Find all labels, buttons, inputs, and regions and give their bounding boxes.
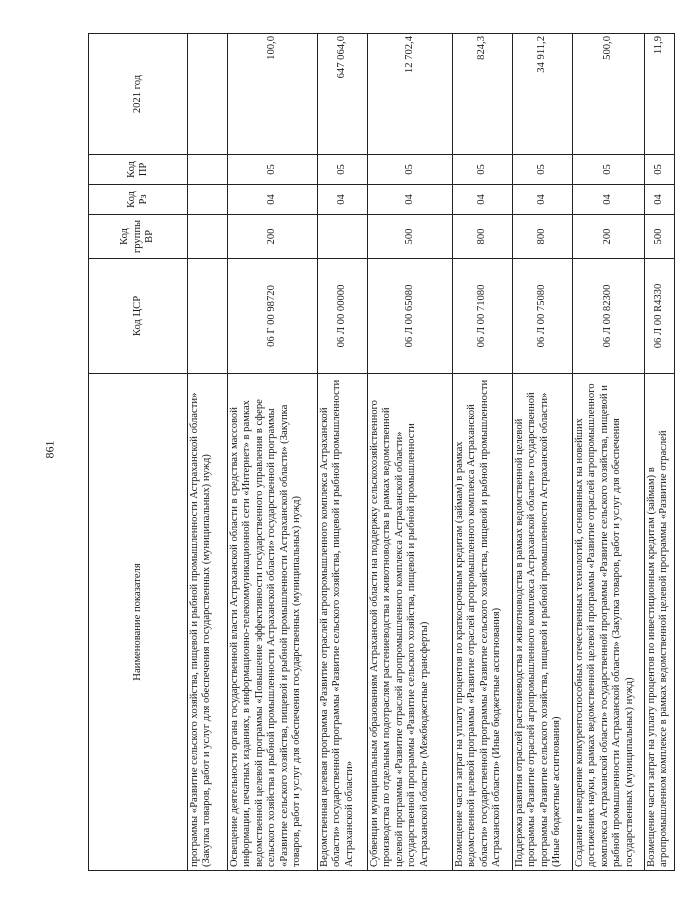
row-amount xyxy=(188,34,228,155)
row-amount: 647 064,0 xyxy=(318,34,368,155)
table-row xyxy=(645,34,675,871)
row-name: Возмещение части затрат на уплату процентов по краткосрочным кредитам (займам) в рамках ведомственной целевой программы «Развитие отраслей агропромышленного комплекса Астраханской области» государственной программы «Развитие сельского хозяйства, пищевой и рыбной промышленности Астраханской области» (Иные бюджетные ассигнования) xyxy=(453,374,513,871)
page-number: 861 xyxy=(42,440,57,459)
budget-table xyxy=(88,33,675,871)
header-year: 2021 год xyxy=(89,34,188,155)
row-rz: 04 xyxy=(318,185,368,215)
header-csr: Код ЦСР xyxy=(89,259,188,374)
row-name: Поддержка развития отраслей растениеводства и животноводства в рамках ведомственной целевой программы «Развитие отраслей агропромышленного комплекса Астраханской области» государственной программы «Развитие сельского хозяйства, пищевой и рыбной промышленности Астраханской области» (Иные бюджетные ассигнования) xyxy=(513,374,573,871)
row-name: программы «Развитие сельского хозяйства, пищевой и рыбной промышленности Астраханской области» (Закупка товаров, работ и услуг для обеспечения государственных (муниципальных) нужд) xyxy=(188,374,228,871)
row-pr: 05 xyxy=(645,155,675,185)
header-rz: Код Рз xyxy=(89,185,188,215)
row-name: Ведомственная целевая программа «Развитие отраслей агропромышленного комплекса Астраханской области» государственной программы «Развитие сельского хозяйства, пищевой и рыбной промышленности Астраханской области» xyxy=(318,374,368,871)
header-pr: Код ПР xyxy=(89,155,188,185)
row-amount: 100,0 xyxy=(228,34,318,155)
row-vr xyxy=(188,215,228,259)
row-vr: 500 xyxy=(645,215,675,259)
row-vr: 200 xyxy=(573,215,645,259)
row-vr: 500 xyxy=(368,215,453,259)
row-pr: 05 xyxy=(318,155,368,185)
row-amount: 11,9 xyxy=(645,34,675,155)
row-amount: 500,0 xyxy=(573,34,645,155)
row-pr xyxy=(188,155,228,185)
row-csr xyxy=(188,259,228,374)
row-name: Возмещение части затрат на уплату процентов по инвестиционным кредитам (займам) в агропромышленном комплексе в рамках ведомственной целевой программы «Развитие отраслей xyxy=(645,374,675,871)
row-name: Субвенции муниципальным образованиям Астраханской области на поддержку сельскохозяйственного производства по отдельным подотраслям растениеводства и животноводства в рамках ведомственной целевой программы «Развитие отраслей агропромышленного комплекса Астраханской области» государственной программы «Развитие сельского хозяйства, пищевой и рыбной промышленности Астраханской области» (Межбюджетные трансферты) xyxy=(368,374,453,871)
row-csr: 06 Л 00 R4330 xyxy=(645,259,675,374)
row-amount: 824,3 xyxy=(453,34,513,155)
row-csr: 06 Л 00 82300 xyxy=(573,259,645,374)
row-csr: 06 Л 00 00000 xyxy=(318,259,368,374)
row-csr: 06 Л 00 71080 xyxy=(453,259,513,374)
table-row xyxy=(453,34,513,871)
row-csr: 06 Л 00 65080 xyxy=(368,259,453,374)
row-vr: 800 xyxy=(453,215,513,259)
row-amount: 12 702,4 xyxy=(368,34,453,155)
row-rz: 04 xyxy=(228,185,318,215)
row-csr: 06 Г 00 98720 xyxy=(228,259,318,374)
row-name: Освещение деятельности органа государственной власти Астраханской области в средствах массовой информации, печатных изданиях, в информационно-телекоммуникационной сети «Интернет» в рамках ведомственной целевой программы «Повышение эффективности государственного управления в сфере сельского хозяйства и рыбной промышленности Астраханской области» государственной программы «Развитие сельского хозяйства, пищевой и рыбной промышленности Астраханской области» (Закупка товаров, работ и услуг для обеспечения государственных (муниципальных) нужд) xyxy=(228,374,318,871)
row-amount: 34 911,2 xyxy=(513,34,573,155)
row-rz: 04 xyxy=(368,185,453,215)
rotated-table-container xyxy=(88,34,670,871)
row-rz: 04 xyxy=(513,185,573,215)
row-rz xyxy=(188,185,228,215)
table-row xyxy=(513,34,573,871)
row-vr xyxy=(318,215,368,259)
table-row xyxy=(188,34,228,871)
table-row xyxy=(573,34,645,871)
header-row xyxy=(89,34,188,871)
row-rz: 04 xyxy=(645,185,675,215)
header-vr: Код группы ВР xyxy=(89,215,188,259)
header-name: Наименование показателя xyxy=(89,374,188,871)
table-row xyxy=(368,34,453,871)
row-pr: 05 xyxy=(453,155,513,185)
row-csr: 06 Л 00 75080 xyxy=(513,259,573,374)
row-pr: 05 xyxy=(368,155,453,185)
row-rz: 04 xyxy=(453,185,513,215)
row-name: Создание и внедрение конкурентоспособных отечественных технологий, основанных на новейших достижениях науки, в рамках ведомственной целевой программы «Развитие отраслей агропромышленного комплекса Астраханской области» государственной программы «Развитие сельского хозяйства, пищевой и рыбной промышленности Астраханской области» (Закупка товаров, работ и услуг для обеспечения государственных (муниципальных) нужд) xyxy=(573,374,645,871)
table-row xyxy=(318,34,368,871)
row-pr: 05 xyxy=(573,155,645,185)
row-rz: 04 xyxy=(573,185,645,215)
table-row xyxy=(228,34,318,871)
row-vr: 200 xyxy=(228,215,318,259)
row-pr: 05 xyxy=(228,155,318,185)
row-pr: 05 xyxy=(513,155,573,185)
row-vr: 800 xyxy=(513,215,573,259)
